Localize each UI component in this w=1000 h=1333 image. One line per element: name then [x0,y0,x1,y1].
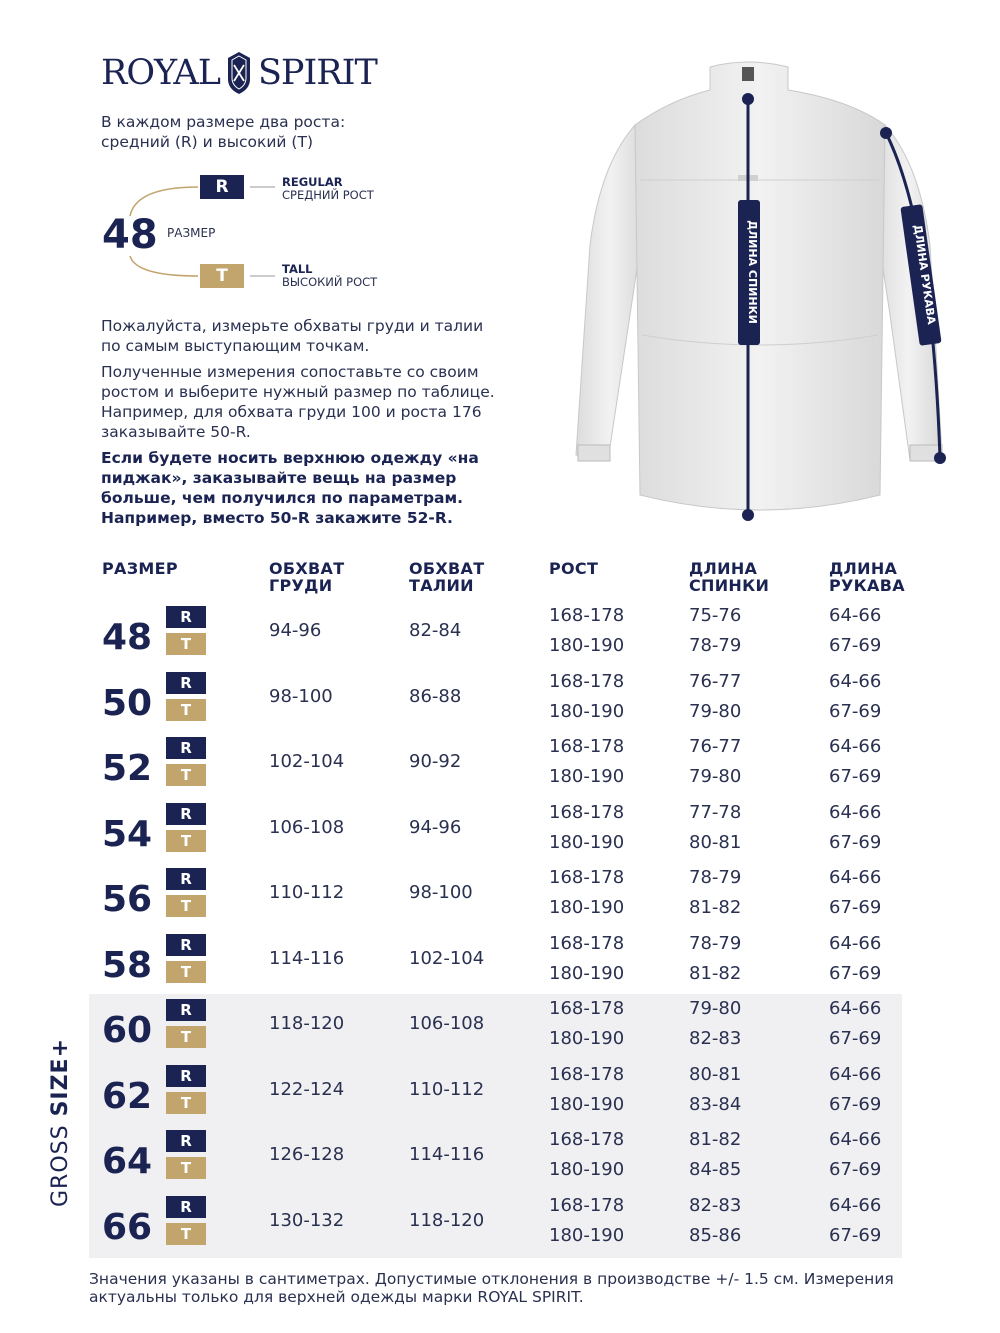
gross-label-light: GROSS [48,1116,73,1207]
cell-h-r: 168-178 [549,998,625,1019]
header-back-1: ДЛИНА [689,559,758,578]
cell-sl-r: 64-66 [829,670,882,692]
instructions [101,316,541,534]
cell-back-t: 79-80 [689,700,742,722]
cell-h-r: 168-178 [549,801,625,823]
tall-badge: T [166,633,206,655]
size-number: 56 [102,879,153,920]
table-header [0,560,1000,600]
regular-badge: R [166,868,206,890]
cell-sl-r: 64-66 [829,605,882,626]
table-row [0,1065,1000,1131]
cell-waist: 110-112 [409,1078,485,1100]
instruction-line: больше, чем получился по параметрам. [101,489,464,507]
brand-logo [101,50,377,96]
legend-size-label: РАЗМЕР [167,226,216,240]
footer-note [89,1270,909,1306]
cell-sl-r: 64-66 [829,867,882,888]
cell-chest: 114-116 [269,947,345,969]
instruction-line: Полученные измерения сопоставьте со своим [101,363,479,381]
cell-sl-r: 64-66 [829,1129,882,1150]
cell-h-r: 168-178 [549,1194,625,1216]
cell-back-t: 79-80 [689,766,742,787]
instruction-line: Если будете носить верхнюю одежду «на [101,449,479,467]
cell-back-t: 83-84 [689,1093,742,1115]
legend-regular-title: REGULAR [282,175,343,189]
cell-waist: 114-116 [409,1144,485,1165]
shield-icon [226,51,252,95]
cell-sl-t: 67-69 [829,1224,882,1246]
regular-badge: R [166,606,206,628]
cell-h-r: 168-178 [549,1063,625,1085]
cell-h-r: 168-178 [549,736,625,757]
tall-badge: T [166,1223,206,1245]
header-chest-1: ОБХВАТ [269,559,345,578]
cell-waist: 106-108 [409,1013,485,1034]
cell-sl-r: 64-66 [829,1063,882,1085]
jacket-illustration [560,55,960,525]
header-chest-2: ГРУДИ [269,576,333,595]
cell-back-r: 75-76 [689,605,742,626]
tall-badge: T [166,1157,206,1179]
cell-sl-r: 64-66 [829,998,882,1019]
header-sleeve-length [829,560,905,594]
cell-chest: 122-124 [269,1078,345,1100]
cell-back-t: 85-86 [689,1224,742,1246]
regular-badge: R [166,999,206,1021]
footer-line-2: актуальны только для верхней одежды марки ROYAL SPIRIT. [89,1288,584,1306]
cell-sl-t: 67-69 [829,700,882,722]
cell-h-t: 180-190 [549,1028,625,1049]
size-legend [100,170,420,300]
cell-h-t: 180-190 [549,1159,625,1180]
cell-back-r: 82-83 [689,1194,742,1216]
instruction-outerwear [101,448,541,528]
tall-badge: T [166,764,206,786]
cell-h-t: 180-190 [549,897,625,918]
legend-tall-sub: ВЫСОКИЙ РОСТ [282,275,378,289]
regular-badge: R [166,1130,206,1152]
cell-waist: 102-104 [409,947,485,969]
cell-waist: 86-88 [409,685,462,707]
header-size: РАЗМЕР [102,559,178,578]
table-row [0,803,1000,869]
size-number: 50 [102,682,153,724]
cell-h-t: 180-190 [549,635,625,656]
cell-chest: 102-104 [269,751,345,772]
legend-tall-title: TALL [282,262,313,276]
table-row [0,868,1000,934]
cell-waist: 94-96 [409,816,462,838]
cell-sl-t: 67-69 [829,1159,882,1180]
table-row [0,934,1000,1000]
cell-waist: 82-84 [409,620,462,641]
instruction-compare [101,362,541,442]
regular-badge: R [166,737,206,759]
cell-back-r: 78-79 [689,932,742,954]
cell-chest: 110-112 [269,882,345,903]
cell-back-t: 78-79 [689,635,742,656]
regular-badge: R [166,672,206,694]
header-height: РОСТ [549,559,599,578]
cell-back-r: 76-77 [689,670,742,692]
legend-tall-badge: T [200,264,244,288]
cell-sl-r: 64-66 [829,736,882,757]
header-waist [409,560,484,594]
size-number: 48 [102,617,153,658]
cell-back-t: 81-82 [689,897,742,918]
cell-h-t: 180-190 [549,1224,625,1246]
legend-size-number: 48 [102,212,158,258]
table-row [0,606,1000,672]
cell-chest: 106-108 [269,816,345,838]
header-back-length [689,560,769,594]
tall-badge: T [166,961,206,983]
cell-h-t: 180-190 [549,766,625,787]
brand-word-spirit: SPIRIT [257,53,377,93]
cell-back-t: 82-83 [689,1028,742,1049]
back-length-label: ДЛИНА СПИНКИ [746,220,759,324]
cell-back-t: 80-81 [689,831,742,853]
cell-chest: 118-120 [269,1013,345,1034]
header-sleeve-1: ДЛИНА [829,559,898,578]
cell-back-r: 76-77 [689,736,742,757]
cell-back-r: 79-80 [689,998,742,1019]
size-number: 64 [102,1141,153,1182]
cell-h-t: 180-190 [549,1093,625,1115]
header-waist-2: ТАЛИИ [409,576,474,595]
size-number: 58 [102,944,153,986]
table-row [0,1196,1000,1262]
intro-line-1: В каждом размере два роста: [101,113,346,131]
table-row [0,737,1000,803]
cell-sl-t: 67-69 [829,897,882,918]
cell-sl-r: 64-66 [829,1194,882,1216]
legend-regular-badge: R [200,175,244,199]
cell-sl-r: 64-66 [829,801,882,823]
intro-line-2: средний (R) и высокий (T) [101,133,313,151]
table-row [0,672,1000,738]
cell-h-r: 168-178 [549,867,625,888]
regular-badge: R [166,934,206,956]
tall-badge: T [166,895,206,917]
table-row [0,999,1000,1065]
cell-h-t: 180-190 [549,700,625,722]
instruction-line: пиджак», заказывайте вещь на размер [101,469,457,487]
size-number: 60 [102,1010,153,1051]
cell-h-t: 180-190 [549,831,625,853]
regular-badge: R [166,1196,206,1218]
tall-badge: T [166,699,206,721]
cell-back-t: 84-85 [689,1159,742,1180]
instruction-line: ростом и выберите нужный размер по таблице. [101,383,495,401]
cell-waist: 90-92 [409,751,462,772]
tall-badge: T [166,1092,206,1114]
cell-h-r: 168-178 [549,932,625,954]
header-back-2: СПИНКИ [689,576,770,595]
cell-back-r: 80-81 [689,1063,742,1085]
legend-regular-sub: СРЕДНИЙ РОСТ [282,188,374,202]
instruction-measure [101,316,541,356]
cell-chest: 98-100 [269,685,333,707]
brand-word-royal: ROYAL [101,53,220,93]
cell-h-t: 180-190 [549,962,625,984]
instruction-line: Например, вместо 50-R закажите 52-R. [101,509,453,527]
cell-waist: 98-100 [409,882,473,903]
instruction-line: заказывайте 50-R. [101,423,251,441]
size-number: 66 [102,1206,153,1248]
size-number: 54 [102,813,153,855]
cell-chest: 126-128 [269,1144,345,1165]
regular-badge: R [166,803,206,825]
cell-h-r: 168-178 [549,670,625,692]
legend-tall-text [282,263,377,289]
footer-line-1: Значения указаны в сантиметрах. Допустимые отклонения в производстве +/- 1.5 см. Измерения [89,1270,894,1288]
cell-h-r: 168-178 [549,1129,625,1150]
header-sleeve-2: РУКАВА [829,576,905,595]
cell-sl-t: 67-69 [829,962,882,984]
tall-badge: T [166,830,206,852]
cell-h-r: 168-178 [549,605,625,626]
cell-chest: 130-132 [269,1209,345,1231]
instruction-line: Пожалуйста, измерьте обхваты груди и талии [101,317,484,335]
header-chest [269,560,344,594]
cell-chest: 94-96 [269,620,322,641]
header-waist-1: ОБХВАТ [409,559,485,578]
cell-sl-t: 67-69 [829,766,882,787]
cell-back-t: 81-82 [689,962,742,984]
cell-sl-t: 67-69 [829,831,882,853]
table-row [0,1130,1000,1196]
sleeve-length-label: ДЛИНА РУКАВА [911,223,938,326]
cell-sl-r: 64-66 [829,932,882,954]
legend-regular-text [282,176,374,202]
instruction-line: по самым выступающим точкам. [101,337,370,355]
cell-back-r: 77-78 [689,801,742,823]
cell-sl-t: 67-69 [829,1028,882,1049]
cell-sl-t: 67-69 [829,635,882,656]
regular-badge: R [166,1065,206,1087]
gross-label-bold: SIZE+ [48,1037,73,1117]
size-number: 62 [102,1075,153,1117]
cell-back-r: 78-79 [689,867,742,888]
instruction-line: Например, для обхвата груди 100 и роста 176 [101,403,482,421]
intro-text [101,112,345,152]
tall-badge: T [166,1026,206,1048]
cell-sl-t: 67-69 [829,1093,882,1115]
size-number: 52 [102,748,153,789]
cell-waist: 118-120 [409,1209,485,1231]
cell-back-r: 81-82 [689,1129,742,1150]
